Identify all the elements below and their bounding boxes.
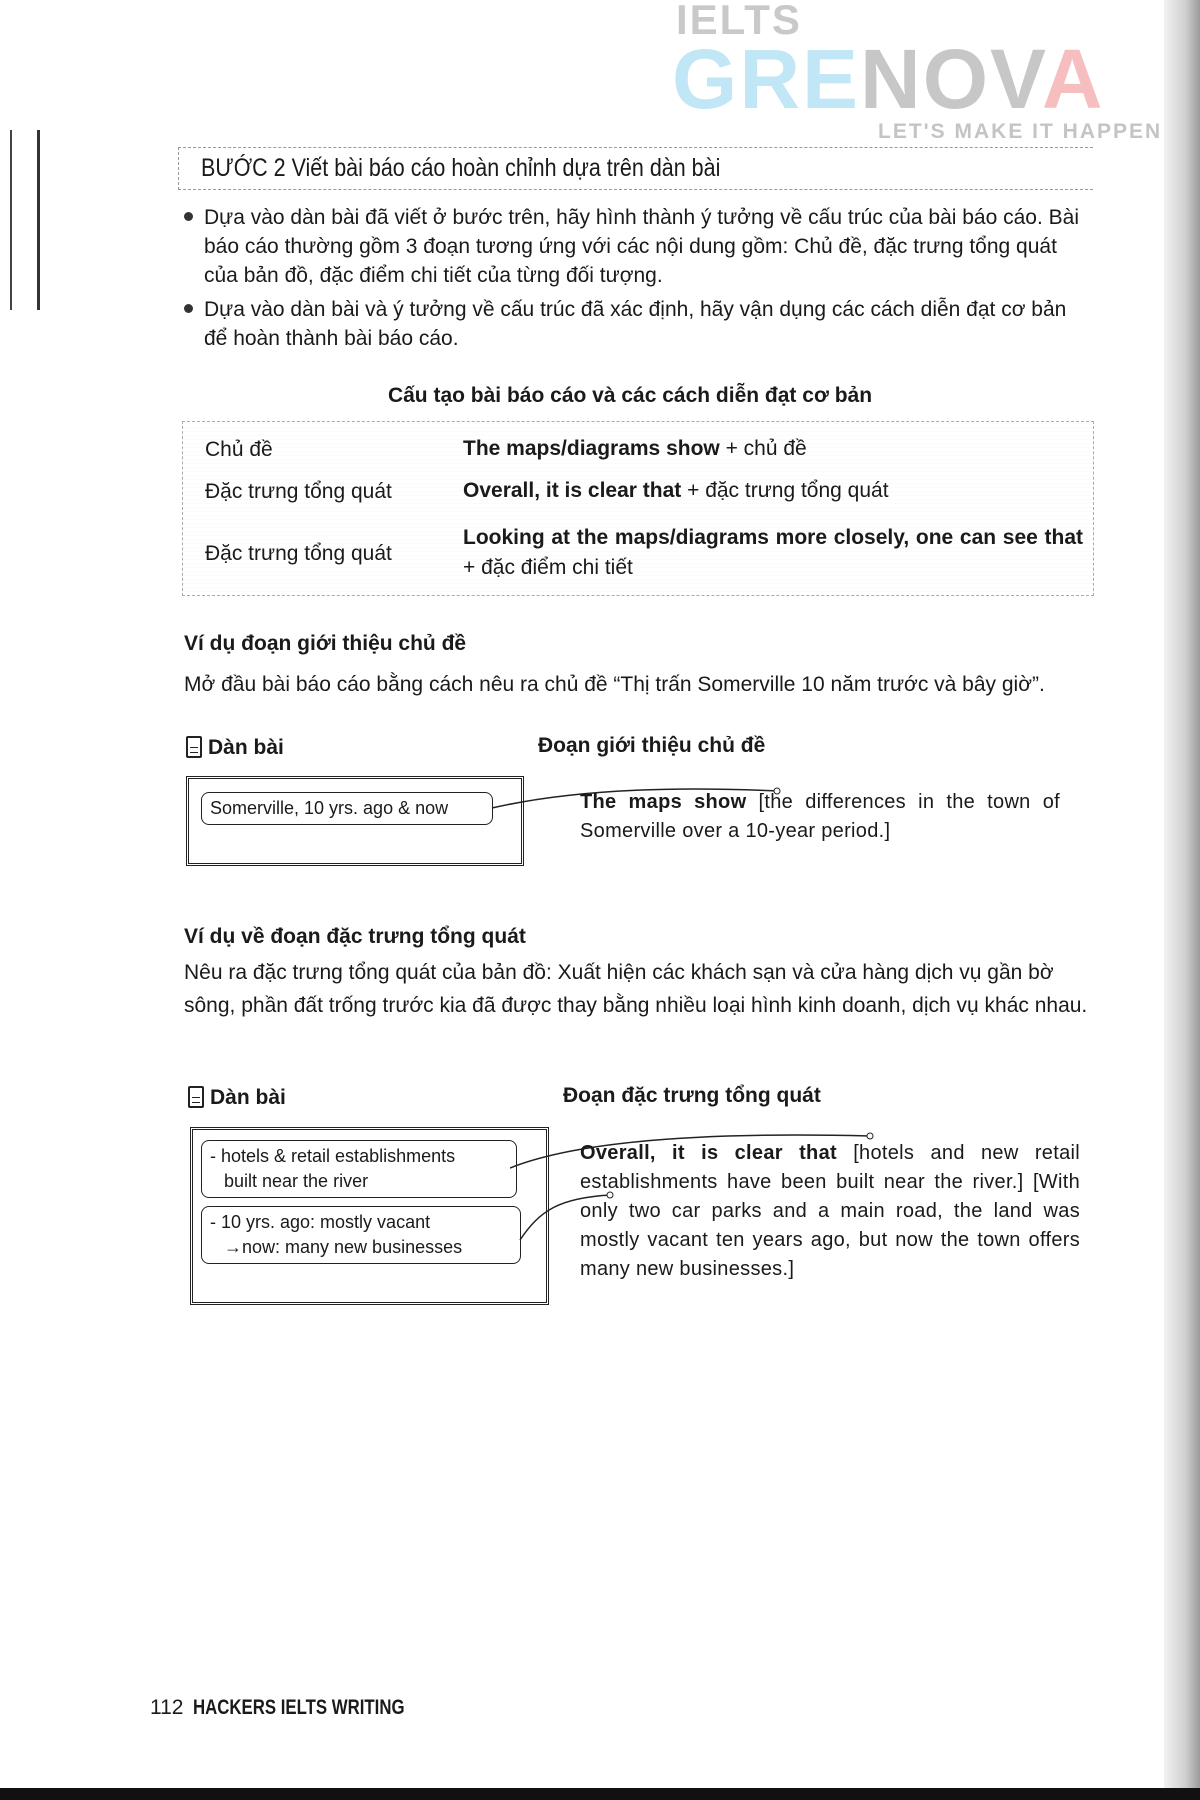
outline-pill: - hotels & retail establishments built near the river <box>201 1140 517 1198</box>
watermark-ielts: IELTS <box>676 0 802 43</box>
notepad-icon <box>186 736 202 758</box>
example2-heading: Ví dụ về đoạn đặc trưng tổng quát <box>184 925 526 948</box>
structure-table <box>182 421 1094 596</box>
row-value: Looking at the maps/diagrams more closely, one can see that + đặc điểm chi tiết <box>463 526 1083 579</box>
outline-title: Dàn bài <box>186 736 284 760</box>
bullet-item: Dựa vào dàn bài và ý tưởng về cấu trúc đã xác định, hãy vận dụng các cách diễn đạt cơ bản để hoàn thành bài báo cáo. <box>184 295 1094 353</box>
example1-heading: Ví dụ đoạn giới thiệu chủ đề <box>184 632 467 655</box>
watermark-logo: GRENOVA <box>672 32 1105 126</box>
row-label: Chủ đề <box>205 438 273 461</box>
bullet-icon <box>184 212 193 221</box>
row-value: Overall, it is clear that + đặc trưng tổng quát <box>463 479 889 502</box>
paragraph-title: Đoạn giới thiệu chủ đề <box>538 734 766 757</box>
step-heading: BƯỚC 2 Viết bài báo cáo hoàn chỉnh dựa trên dàn bài <box>178 147 1093 190</box>
outline-box <box>186 776 524 866</box>
outline-pill: Somerville, 10 yrs. ago & now <box>201 792 493 825</box>
outline-pill: - 10 yrs. ago: mostly vacant →now: many new businesses <box>201 1206 521 1264</box>
page-footer <box>150 1696 458 1720</box>
paragraph-title: Đoạn đặc trưng tổng quát <box>563 1084 821 1107</box>
example1-text: Mở đầu bài báo cáo bằng cách nêu ra chủ đề “Thị trấn Somerville 10 năm trước và bây giờ”. <box>184 673 1045 696</box>
bullet-item: Dựa vào dàn bài đã viết ở bước trên, hãy hình thành ý tưởng về cấu trúc của bài báo cáo. Bài báo cáo thường gồm 3 đoạn tương ứng với các nội dung gồm: Chủ đề, đặc trưng tổng quát của bản đồ, đặc điểm chi tiết của từng đối tượng. <box>184 203 1094 290</box>
example1-paragraph: The maps show [the differences in the town of Somerville over a 10-year period.] <box>580 791 1060 842</box>
binding-marks <box>10 130 40 310</box>
row-label: Đặc trưng tổng quát <box>205 542 392 565</box>
page-number: 112 <box>150 1696 184 1719</box>
structure-title: Cấu tạo bài báo cáo và các cách diễn đạt cơ bản <box>387 384 873 407</box>
outline-box <box>190 1127 549 1305</box>
example2-text: Nêu ra đặc trưng tổng quát của bản đồ: Xuất hiện các khách sạn và cửa hàng dịch vụ gần bờ sông, phần đất trống trước kia đã được thay bằng nhiều loại hình kinh doanh, dịch vụ khác nhau. <box>184 961 1088 1017</box>
example2-paragraph: Overall, it is clear that [hotels and new retail establishments have been built near the river.] [With only two car parks and a main road, the land was mostly vacant ten years ago, but now the town offers many new businesses.] <box>580 1142 1080 1280</box>
page-edge-shadow <box>1164 0 1200 1800</box>
row-label: Đặc trưng tổng quát <box>205 480 392 503</box>
book-title: HACKERS IELTS WRITING <box>193 1696 406 1719</box>
scan-bottom-edge <box>0 1788 1200 1800</box>
row-value: The maps/diagrams show + chủ đề <box>463 437 807 460</box>
notepad-icon <box>188 1086 204 1108</box>
bullet-icon <box>184 304 193 313</box>
watermark-tagline: LET'S MAKE IT HAPPEN <box>878 120 1163 143</box>
outline-title: Dàn bài <box>188 1086 286 1110</box>
